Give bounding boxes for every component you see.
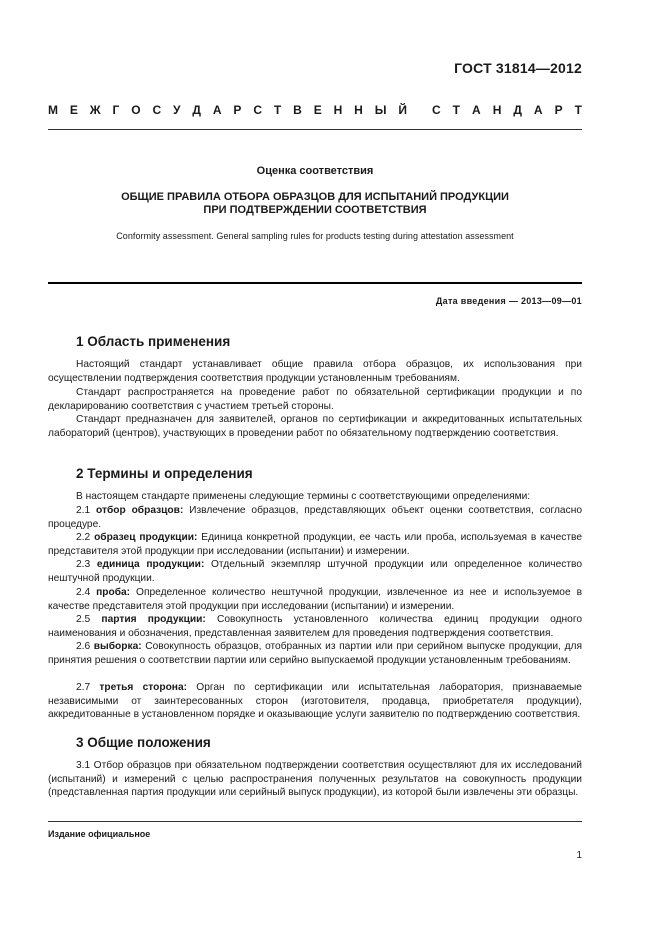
term-definition: Единица конкретной продукции, ее часть или проба, используемая в качестве представителя этой продукции при исследовании (испытании) и измерении.	[48, 532, 582, 557]
footer-divider	[48, 821, 582, 822]
section-2-heading: 2 Термины и определения	[76, 466, 253, 481]
term-2-4	[48, 586, 582, 613]
banner-letter: Е	[313, 103, 322, 117]
banner-letter: Н	[354, 103, 363, 117]
term-number: 2.6	[76, 641, 91, 652]
section-1-paragraph-3: Стандарт предназначен для заявителей, органов по сертификации и аккредитованных испытательных лабораторий (центров), участвующих в проведении работ по обязательному подтверждению соответствия.	[48, 414, 582, 439]
title-line-1: ОБЩИЕ ПРАВИЛА ОТБОРА ОБРАЗЦОВ ДЛЯ ИСПЫТАНИЙ ПРОДУКЦИИ	[121, 191, 509, 203]
banner-letter: Д	[513, 103, 522, 117]
term-number: 2.1	[76, 505, 91, 516]
english-title: Conformity assessment. General sampling rules for products testing during attestation assessment	[116, 231, 514, 241]
banner-letter: С	[432, 103, 441, 117]
term-definition: Извлечение образцов, представляющих объект оценки соответствия, согласно процедуре.	[48, 505, 582, 530]
section-2-intro: В настоящем стандарте применены следующие термины с соответствующими определениями:	[76, 491, 531, 502]
term-label: проба:	[96, 587, 131, 598]
term-label: единица продукции:	[96, 559, 205, 570]
interstate-standard-banner	[48, 103, 582, 117]
section-3-heading: 3 Общие положения	[76, 735, 211, 750]
term-number: 2.2	[76, 532, 91, 543]
term-definition: Отдельный экземпляр штучной продукции или определенное количество нештучной продукции.	[48, 559, 582, 584]
banner-letter: А	[472, 103, 481, 117]
term-2-7	[48, 681, 582, 722]
standard-number: ГОСТ 31814—2012	[454, 60, 582, 76]
banner-word-standard	[432, 103, 582, 117]
title-line-2: ПРИ ПОДТВЕРЖДЕНИИ СООТВЕТСТВИЯ	[203, 204, 427, 216]
term-number: 2.7	[76, 682, 91, 693]
term-label: партия продукции:	[101, 614, 206, 625]
term-2-5	[48, 613, 582, 640]
banner-letter: Е	[69, 103, 78, 117]
banner-letter: С	[253, 103, 262, 117]
banner-letter: Н	[492, 103, 502, 117]
banner-letter: С	[152, 103, 162, 117]
banner-letter: У	[173, 103, 181, 117]
section-1-heading: 1 Область применения	[76, 334, 231, 349]
section-1-paragraph-2: Стандарт распространяется на проведение работ по обязательной сертификации продукции и по декларированию соответствия с участием третьей стороны.	[48, 387, 582, 412]
banner-letter: А	[212, 103, 222, 117]
page-number: 1	[576, 850, 582, 861]
top-divider	[48, 129, 582, 130]
banner-letter: Ж	[89, 103, 101, 117]
document-subtitle: Оценка соответствия	[256, 165, 374, 177]
banner-letter: Г	[112, 103, 120, 117]
banner-letter: Ы	[374, 103, 387, 117]
banner-letter: Т	[273, 103, 282, 117]
banner-letter: Т	[452, 103, 461, 117]
banner-letter: В	[293, 103, 302, 117]
banner-letter: Д	[192, 103, 201, 117]
banner-word-interstate	[48, 103, 407, 117]
term-number: 2.4	[76, 587, 91, 598]
section-1-paragraph-1: Настоящий стандарт устанавливает общие правила отбора образцов, их использования при осуществлении подтверждения соответствия продукции установленным требованиям.	[48, 359, 582, 384]
term-label: образец продукции:	[94, 532, 198, 543]
term-2-3	[48, 558, 582, 585]
term-2-1	[48, 504, 582, 531]
term-label: выборка:	[93, 641, 142, 652]
term-definition: Совокупность установленного количества единиц продукции одного наименования и обозначения, представленная заявителем для проведения подтверждения соответствия.	[48, 614, 582, 639]
banner-letter: Н	[333, 103, 343, 117]
term-definition: Совокупность образцов, отобранных из партии или при серийном выпуске продукции, для принятия решения о соответствии партии или серийно выпускаемой продукции установленным требованиям.	[48, 641, 582, 666]
term-definition: Орган по сертификации или испытательная лаборатория, признаваемые независимыми от заинтересованных сторон (изготовителя, продавца, приобретателя продукции), аккредитованные в установленном порядке и оказывающие услуги заявителю по подтверждению соответствия.	[48, 682, 582, 721]
document-title	[48, 191, 582, 217]
introduction-date: Дата введения — 2013—09—01	[435, 296, 582, 306]
term-number: 2.3	[76, 559, 91, 570]
term-2-6	[48, 640, 582, 667]
term-label: отбор образцов:	[96, 505, 184, 516]
term-number: 2.5	[76, 614, 91, 625]
term-label: третья сторона:	[99, 682, 188, 693]
banner-letter: М	[48, 103, 58, 117]
banner-letter: Р	[233, 103, 242, 117]
term-definition: Определенное количество нештучной продукции, извлеченное из нее и используемое в качестве представителя этой продукции при исследовании (испытании) и измерении.	[48, 587, 582, 612]
title-divider	[48, 282, 582, 284]
official-edition-label: Издание официальное	[48, 829, 151, 839]
section-3-paragraph-1: 3.1 Отбор образцов при обязательном подтверждении соответствия осуществляют для их исследований (испытаний) и измерений с целью распространения полученных результатов на совокупность продукции (представленная партия продукции или серийный выпуск продукции), из которой были извлечены эти образцы.	[48, 760, 582, 799]
banner-letter: О	[131, 103, 141, 117]
banner-letter: Р	[554, 103, 563, 117]
term-2-2	[48, 531, 582, 558]
banner-letter: Й	[398, 103, 407, 117]
banner-letter: А	[533, 103, 543, 117]
banner-letter: Т	[574, 103, 582, 117]
